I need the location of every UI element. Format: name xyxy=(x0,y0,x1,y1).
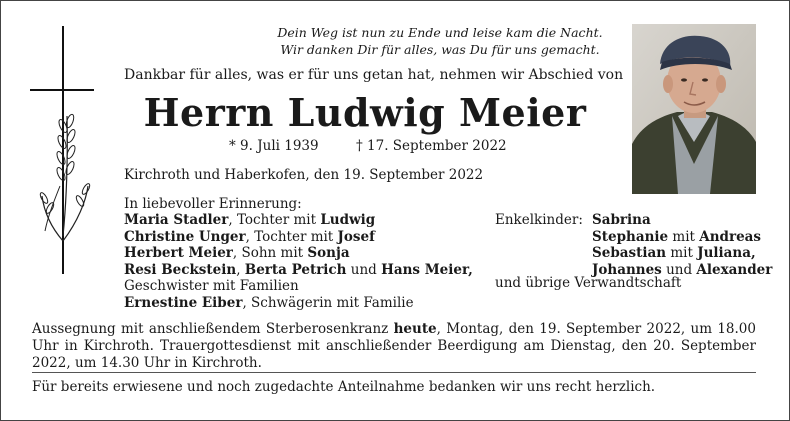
grandchild-line xyxy=(592,245,756,262)
death-date: † 17. September 2022 xyxy=(356,138,507,154)
divider-line xyxy=(32,372,756,373)
bold-name-text: Herbert Meier xyxy=(124,245,233,261)
bold-name-text: Sebastian xyxy=(592,245,667,261)
text-segment: und xyxy=(346,261,382,278)
bold-name-text: Maria Stadler xyxy=(124,212,229,228)
mourner-line xyxy=(124,229,375,246)
text-segment: , xyxy=(236,261,245,278)
bold-name-text: Stephanie xyxy=(592,228,669,245)
grandchild-line xyxy=(592,212,651,229)
deceased-name: Herrn Ludwig Meier xyxy=(143,90,587,135)
poem-line-2: Wir danken Dir für alles, was Du für uns gemacht. xyxy=(280,42,600,57)
bold-name-text: Ernestine Eiber xyxy=(124,294,243,311)
portrait-photo xyxy=(632,24,756,194)
text-segment: , Tochter mit xyxy=(245,228,338,245)
mourner-line xyxy=(124,245,350,262)
text-segment: mit xyxy=(668,228,700,245)
mourner-line xyxy=(124,278,299,295)
text-segment: , Schwägerin mit Familie xyxy=(242,294,414,311)
cross-with-wheat-icon xyxy=(30,26,100,276)
intro-text: Dankbar für alles, was er für uns getan hat, nehmen wir Abschied von xyxy=(124,67,624,83)
bold-name-text: Berta Petrich xyxy=(244,261,347,278)
bold-name-text: Andreas xyxy=(699,228,762,245)
text-segment: Aussegnung mit anschließendem Sterberosenkranz xyxy=(32,321,394,337)
place-date: Kirchroth und Haberkofen, den 19. September 2022 xyxy=(124,167,484,183)
bold-name-text: heute xyxy=(393,321,437,337)
other-relatives: und übrige Verwandtschaft xyxy=(495,275,682,291)
mourners-heading: In liebevoller Erinnerung: xyxy=(124,196,302,212)
bold-name-text: Sonja xyxy=(307,245,350,261)
bold-name-text: , xyxy=(468,261,473,278)
bold-name-text: Resi Beckstein xyxy=(124,261,237,278)
bold-name-text: Johannes xyxy=(592,261,662,278)
bold-name-text: Josef xyxy=(337,228,375,245)
text-segment: mit xyxy=(666,245,698,261)
service-info xyxy=(32,321,756,372)
bold-name-text: Juliana, xyxy=(697,245,756,261)
bold-name-text: Christine Unger xyxy=(124,228,246,245)
bold-name-text: Alexander xyxy=(696,261,773,278)
text-segment: , Sohn mit xyxy=(232,245,308,261)
thanks-text: Für bereits erwiesene und noch zugedachte Anteilnahme bedanken wir uns recht herzlich. xyxy=(32,379,656,395)
text-segment: , Montag, den 19. September 2022, um 18.00 Uhr in Kirchroth. Trauergottesdienst mit anschließender Beerdigung am Dienstag, den 20. September 2022, um 14.30 Uhr in Kirchroth. xyxy=(32,321,756,371)
bold-name-text: Ludwig xyxy=(320,212,376,228)
text-segment: und xyxy=(661,261,697,278)
grandchildren-label: Enkelkinder: xyxy=(495,212,583,228)
birth-date: * 9. Juli 1939 xyxy=(229,138,319,154)
grandchild-line xyxy=(592,229,761,246)
bold-name-text: Sabrina xyxy=(592,212,651,228)
mourner-line xyxy=(124,295,414,312)
text-segment: Geschwister mit Familien xyxy=(124,278,299,294)
mourner-line xyxy=(124,262,473,279)
poem-line-1: Dein Weg ist nun zu Ende und leise kam die Nacht. xyxy=(277,25,603,40)
text-segment: , Tochter mit xyxy=(228,212,321,228)
bold-name-text: Hans Meier xyxy=(381,261,469,278)
mourner-line xyxy=(124,212,375,229)
